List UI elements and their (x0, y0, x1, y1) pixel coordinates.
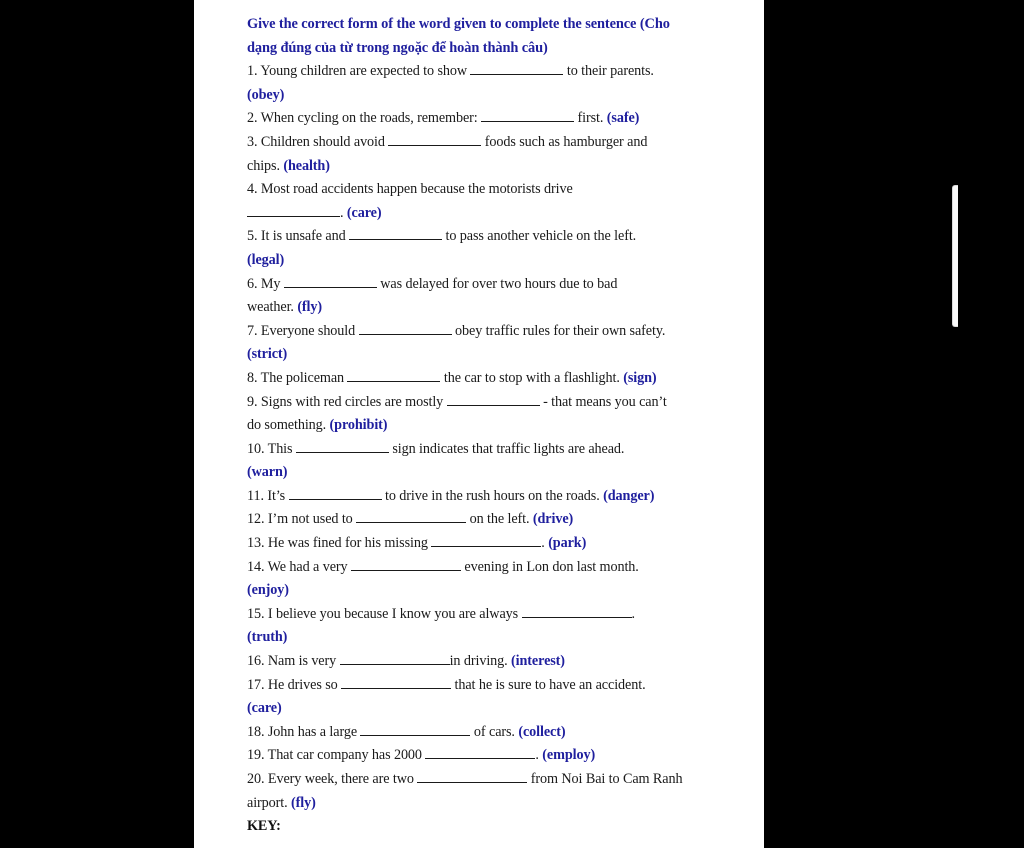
question-11: 11. It’s to drive in the rush hours on the roads. (danger) (247, 485, 717, 509)
scroll-handle[interactable] (952, 185, 958, 327)
answer-blank[interactable] (284, 273, 377, 288)
question-7: 7. Everyone should obey traffic rules for their own safety. (247, 320, 717, 344)
exercise-content: Give the correct form of the word given to complete the sentence (Cho dạng đúng của từ trong ngoặc để hoàn thành câu) 1. Young children are expected to show to their parents. (obey) 2. When cycling on the roads, remember: first. (safe) 3. Children should avoid foods such as hamburger and chips. (health) 4. Most road accidents happen because the motorists drive . (care) 5. It is unsafe and to pass another vehicle on the left. (legal) 6. My was delayed for over two hours due to bad weather. (fly) 7. Everyone should obey traffic rules for their own safety. (strict) 8. The policeman the car to stop with a flashlight. (sign) 9. Signs with red circles are mostly - that means you can’t do something. (prohibit) 10. This sign indicates that traffic lights are ahead. (warn) 11. It’s to drive in the rush hours on the roads. (danger) 12. I’m not used to on the left. (drive) 13. He was fined for his missing . (park) 14. We had a very evening in Lon don last month. (enjoy) 15. I believe you because I know you are always . (truth) 16. Nam is very in driving. (interest) 17. He drives so that he is sure to have an accident. (care) 18. John has a large of cars. (collect) 19. That car company has 2000 . (employ) 20. Every week, there are two from Noi Bai to Cam Ranh airport. (fly) KEY: (247, 13, 717, 839)
question-9: 9. Signs with red circles are mostly - that means you can’t (247, 391, 717, 415)
answer-blank[interactable] (351, 556, 461, 571)
question-15: 15. I believe you because I know you are always . (247, 603, 717, 627)
word-hint: (interest) (511, 653, 565, 670)
question-10: 10. This sign indicates that traffic lights are ahead. (247, 438, 717, 462)
question-17: 17. He drives so that he is sure to have an accident. (247, 674, 717, 698)
question-19: 19. That car company has 2000 . (employ) (247, 744, 717, 768)
answer-blank[interactable] (431, 532, 541, 547)
word-hint: (fly) (291, 794, 316, 811)
key-heading: KEY: (247, 818, 281, 835)
word-hint: (danger) (603, 487, 655, 504)
word-hint: (health) (283, 157, 330, 174)
question-13: 13. He was fined for his missing . (park) (247, 532, 717, 556)
word-hint: (park) (548, 535, 587, 552)
word-hint: (truth) (247, 629, 288, 646)
question-14: 14. We had a very evening in Lon don last month. (247, 556, 717, 580)
question-8: 8. The policeman the car to stop with a flashlight. (sign) (247, 367, 717, 391)
answer-blank[interactable] (360, 721, 470, 736)
word-hint: (sign) (623, 369, 657, 386)
answer-blank[interactable] (356, 508, 466, 523)
answer-blank[interactable] (522, 603, 632, 618)
question-5: 5. It is unsafe and to pass another vehicle on the left. (247, 225, 717, 249)
word-hint: (obey) (247, 86, 285, 103)
question-2: 2. When cycling on the roads, remember: first. (safe) (247, 107, 717, 131)
word-hint: (collect) (518, 723, 566, 740)
answer-blank[interactable] (470, 60, 563, 75)
question-20: 20. Every week, there are two from Noi Bai to Cam Ranh (247, 768, 717, 792)
word-hint: (prohibit) (329, 417, 388, 434)
word-hint: (legal) (247, 251, 285, 268)
title-line-1: Give the correct form of the word given to complete the sentence (Cho (247, 16, 670, 32)
word-hint: (fly) (297, 299, 323, 316)
answer-blank[interactable] (341, 674, 451, 689)
question-12: 12. I’m not used to on the left. (drive) (247, 508, 717, 532)
word-hint: (safe) (606, 110, 640, 127)
question-3: 3. Children should avoid foods such as hamburger and (247, 131, 717, 155)
word-hint: (drive) (532, 511, 574, 528)
answer-blank[interactable] (289, 485, 382, 500)
answer-blank[interactable] (349, 225, 442, 240)
question-1: 1. Young children are expected to show to their parents. (247, 60, 717, 84)
word-hint: (enjoy) (247, 582, 289, 599)
title-line-2: dạng đúng của từ trong ngoặc để hoàn thành câu) (247, 39, 548, 56)
answer-blank[interactable] (417, 768, 527, 783)
document-page (194, 0, 764, 848)
answer-blank[interactable] (247, 202, 340, 217)
question-18: 18. John has a large of cars. (collect) (247, 721, 717, 745)
answer-blank[interactable] (359, 320, 452, 335)
answer-blank[interactable] (388, 131, 481, 146)
word-hint: (care) (247, 700, 282, 717)
question-6: 6. My was delayed for over two hours due to bad (247, 273, 717, 297)
answer-blank[interactable] (340, 650, 450, 665)
answer-blank[interactable] (425, 744, 535, 759)
word-hint: (employ) (542, 747, 596, 764)
question-4: 4. Most road accidents happen because the motorists drive (247, 181, 573, 198)
question-16: 16. Nam is very in driving. (interest) (247, 650, 717, 674)
answer-blank[interactable] (447, 391, 540, 406)
word-hint: (care) (346, 204, 382, 221)
answer-blank[interactable] (481, 107, 574, 122)
answer-blank[interactable] (347, 367, 440, 382)
word-hint: (strict) (247, 346, 288, 363)
answer-blank[interactable] (296, 438, 389, 453)
word-hint: (warn) (247, 464, 288, 481)
